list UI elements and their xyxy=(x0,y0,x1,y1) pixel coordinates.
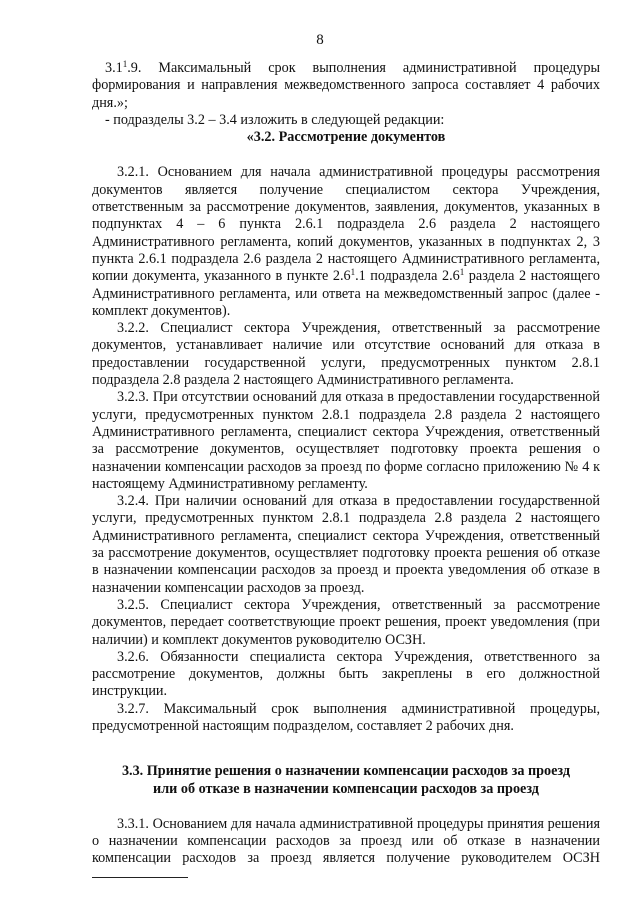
document-body xyxy=(92,60,600,868)
paragraph-3-2-2: 3.2.2. Специалист сектора Учреждения, ответственный за рассмотрение документов, устанавливает наличие или отсутствие оснований для отказа в предоставлении государственной услуги, предусмотренных пунктом 2.8.1 подраздела 2.8 раздела 2 настоящего Административного регламента. xyxy=(92,320,600,389)
section-heading-3-3-line2: или об отказе в назначении компенсации расходов за проезд xyxy=(153,780,539,797)
section-heading-3-2: «3.2. Рассмотрение документов xyxy=(246,129,446,146)
paragraph-3-2-7: 3.2.7. Максимальный срок выполнения административной процедуры, предусмотренной настоящим подразделом, составляет 2 рабочих дня. xyxy=(92,700,600,734)
footnote-separator xyxy=(92,877,188,878)
section-heading-3-3-line1: 3.3. Принятие решения о назначении компенсации расходов за проезд xyxy=(121,763,571,780)
paragraph-3-2-6: 3.2.6. Обязанности специалиста сектора Учреждения, ответственного за рассмотрение документов, должны быть закреплены в его должностной инструкции. xyxy=(92,648,600,700)
paragraph-3-2-1: 3.2.1. Основанием для начала административной процедуры рассмотрения документов является получение специалистом сектора Учреждения, ответственным за рассмотрение документов, заявления, документов, указанных в подпунктах 4 – 6 пункта 2.6.1 подраздела 2.6 раздела 2 настоящего Административного регламента, копий документов, указанных в подпунктах 2, 3 пункта 2.6.1 подраздела 2.6 раздела 2 настоящего Административного регламента, копии документа, указанного в пункте $2.6^1.1$ подраздела $2.6^1$ раздела 2 настоящего Административного регламента, или ответа на межведомственный запрос (далее - комплект документов). xyxy=(92,164,600,319)
page-number: 8 xyxy=(316,32,324,48)
paragraph-3-2-3: 3.2.3. При отсутствии оснований для отказа в предоставлении государственной услуги, предусмотренных пунктом 2.8.1 подраздела 2.8 раздела 2 настоящего Административного регламента, специалист сектора Учреждения, ответственный за рассмотрение документов, осуществляет подготовку проекта решения о назначении компенсации расходов за проезд по форме согласно приложению № 4 к настоящему Административному регламенту. xyxy=(92,389,600,492)
paragraph-amendment-intro: - подразделы 3.2 – 3.4 изложить в следующей редакции: xyxy=(105,111,445,128)
paragraph-3-2-5: 3.2.5. Специалист сектора Учреждения, ответственный за рассмотрение документов, передает соответствующие проект решения, проект уведомления (при наличии) и комплект документов руководителю ОСЗН. xyxy=(92,596,600,648)
paragraph-3-3-1: 3.3.1. Основанием для начала административной процедуры принятия решения о назначении компенсации расходов за проезд или об отказе в назначении компенсации расходов за проезд является получение руководителем ОСЗН xyxy=(92,815,600,867)
paragraph-3-2-4: 3.2.4. При наличии оснований для отказа в предоставлении государственной услуги, предусмотренных пунктом 2.8.1 подраздела 2.8 раздела 2 настоящего Административного регламента, специалист сектора Учреждения, ответственный за рассмотрение документов, осуществляет подготовку проекта решения об отказе в назначении компенсации расходов за проезд и проекта уведомления об отказе в назначении компенсации расходов за проезд. xyxy=(92,493,600,596)
paragraph-3-1-1-9: $3.1^1.9$. Максимальный срок выполнения административной процедуры формирования и направления межведомственного запроса составляет 4 рабочих дня.»; xyxy=(92,59,600,111)
